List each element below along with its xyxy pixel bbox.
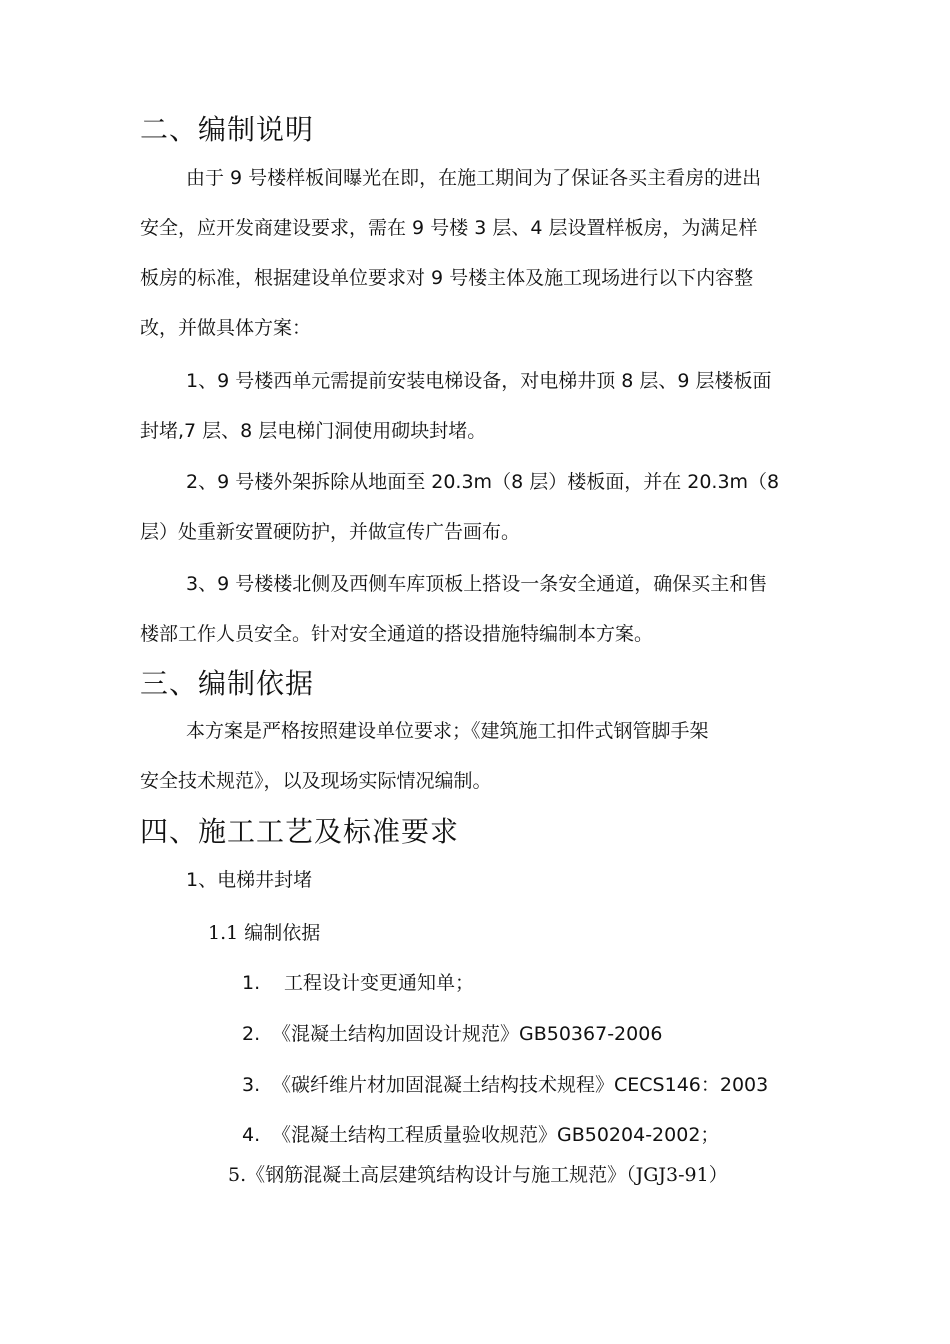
section-2-heading: 二、编制说明 <box>140 113 315 146</box>
reference-item-text: 工程设计变更通知单； <box>284 972 475 994</box>
reference-item-number: 2. <box>242 1023 261 1045</box>
section-3-paragraph-line-2: 安全技术规范》，以及现场实际情况编制。 <box>140 770 492 792</box>
section-2-item-3-line-2: 楼部工作人员安全。针对安全通道的搭设措施特编制本方案。 <box>140 623 654 645</box>
reference-item-text: 《混凝土结构工程质量验收规范》GB50204-2002； <box>272 1124 720 1146</box>
section-2-item-1-line-2: 封堵,7 层、8 层电梯门洞使用砌块封堵。 <box>140 420 487 442</box>
reference-item-4 <box>242 1120 719 1147</box>
section-3-paragraph-line-1: 本方案是严格按照建设单位要求；《建筑施工扣件式钢管脚手架 <box>186 720 709 742</box>
section-2-item-1-line-1: 1、9 号楼西单元需提前安装电梯设备，对电梯井顶 8 层、9 层楼板面 <box>186 370 772 392</box>
section-2-paragraph-1-line-1: 由于 9 号楼样板间曝光在即，在施工期间为了保证各买主看房的进出 <box>186 167 762 189</box>
reference-item-number: 4. <box>242 1124 261 1146</box>
reference-item-text: 《混凝土结构加固设计规范》GB50367-2006 <box>272 1023 663 1045</box>
section-2-paragraph-1-line-4: 改，并做具体方案： <box>140 317 312 339</box>
reference-item-3 <box>242 1070 768 1097</box>
section-2-item-2-line-1: 2、9 号楼外架拆除从地面至 20.3m（8 层）楼板面，并在 20.3m（8 <box>186 471 780 493</box>
reference-item-text: 《碳纤维片材加固混凝土结构技术规程》CECS146：2003 <box>272 1074 769 1096</box>
section-4-subheading-1: 1、电梯井封堵 <box>186 869 313 891</box>
reference-item-number: 3. <box>242 1074 261 1096</box>
section-3-heading: 三、编制依据 <box>140 667 315 700</box>
reference-item-2 <box>242 1019 662 1046</box>
reference-item-text: 《钢筋混凝土高层建筑结构设计与施工规范》（JGJ3-91） <box>246 1164 728 1186</box>
reference-item-5 <box>228 1160 728 1187</box>
section-4-heading: 四、施工工艺及标准要求 <box>140 815 460 848</box>
reference-item-number: 5. <box>228 1164 247 1186</box>
reference-item-1 <box>242 968 474 995</box>
section-2-paragraph-1-line-3: 板房的标准，根据建设单位要求对 9 号楼主体及施工现场进行以下内容整 <box>140 267 754 289</box>
section-2-paragraph-1-line-2: 安全，应开发商建设要求，需在 9 号楼 3 层、4 层设置样板房，为满足样 <box>140 217 758 239</box>
section-2-item-3-line-1: 3、9 号楼楼北侧及西侧车库顶板上搭设一条安全通道，确保买主和售 <box>186 573 768 595</box>
reference-item-number: 1. <box>242 972 261 994</box>
section-2-item-2-line-2: 层）处重新安置硬防护，并做宣传广告画布。 <box>140 521 521 543</box>
section-4-subheading-1-1: 1.1 编制依据 <box>208 922 321 944</box>
